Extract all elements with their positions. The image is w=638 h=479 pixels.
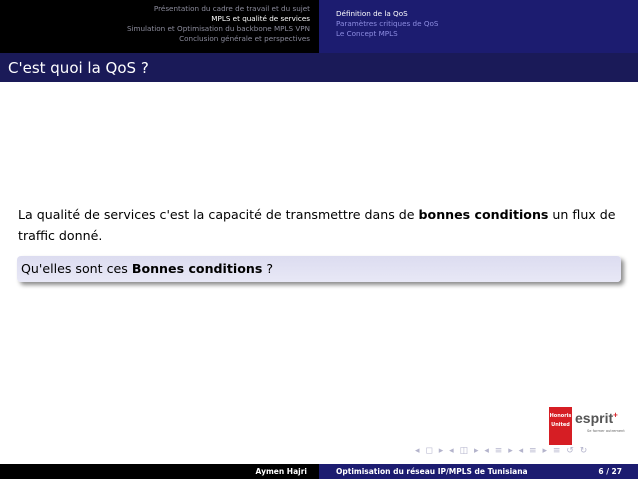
- nav-next-frame-icon[interactable]: ▸: [438, 446, 444, 456]
- subsection-navigation: [319, 0, 638, 53]
- footer-left: [0, 464, 319, 479]
- paragraph-text-end: un flux de traffic donné.: [18, 207, 616, 243]
- nav-section-mpls-qos[interactable]: MPLS et qualité de services: [211, 14, 310, 23]
- esprit-tagline: Se former autrement: [587, 429, 625, 433]
- question-block: [17, 256, 621, 282]
- question-suffix: ?: [262, 261, 274, 276]
- nav-section-presentation[interactable]: Présentation du cadre de travail et du sujet: [153, 4, 310, 13]
- nav-next-subsection-icon[interactable]: ▸: [473, 446, 479, 456]
- frame-title-bar: [0, 53, 638, 82]
- paragraph-text-start: La qualité de services c'est la capacité de transmettre dans de: [18, 207, 419, 222]
- nav-subsection-definition-qos[interactable]: Définition de la QoS: [336, 9, 408, 18]
- search-icon[interactable]: ≡: [552, 446, 561, 456]
- footer-right: [319, 464, 638, 479]
- nav-section-conclusion[interactable]: Conclusion générale et perspectives: [179, 34, 310, 43]
- back-icon[interactable]: ↺: [566, 446, 574, 456]
- esprit-wordmark: esprit+: [575, 410, 618, 426]
- question-bold-text: Bonnes conditions: [131, 261, 263, 276]
- document-icon[interactable]: ≡: [529, 446, 537, 456]
- nav-subsection-concept-mpls[interactable]: Le Concept MPLS: [336, 29, 398, 38]
- subsection-icon[interactable]: ◫: [459, 446, 469, 456]
- nav-prev-doc-icon[interactable]: ◂: [518, 446, 524, 456]
- header-bar: [0, 0, 638, 53]
- nav-next-doc-icon[interactable]: ▸: [542, 446, 547, 456]
- esprit-logo: [549, 407, 631, 445]
- frame-icon[interactable]: ◻: [425, 446, 433, 456]
- forward-icon[interactable]: ↻: [579, 446, 588, 456]
- section-icon[interactable]: ≡: [494, 446, 503, 456]
- page-number: 6 / 27: [598, 467, 622, 476]
- question-text: [21, 261, 273, 276]
- frame-title: C'est quoi la QoS ?: [8, 59, 149, 77]
- footer-author: Aymen Hajri: [255, 467, 307, 476]
- footer: [0, 464, 638, 479]
- footer-title: Optimisation du réseau IP/MPLS de Tunisiana: [336, 467, 528, 476]
- nav-prev-frame-icon[interactable]: ◂: [415, 446, 420, 456]
- nav-subsection-parametres-qos[interactable]: Paramètres critiques de QoS: [336, 19, 439, 28]
- nav-section-simulation[interactable]: Simulation et Optimisation du backbone MPLS VPN: [126, 24, 310, 33]
- section-navigation: [0, 4, 310, 44]
- nav-next-section-icon[interactable]: ▸: [508, 446, 513, 456]
- definition-paragraph: [18, 204, 623, 246]
- question-prefix: Qu'elles sont ces: [21, 261, 132, 276]
- nav-prev-subsection-icon[interactable]: ◂: [449, 446, 454, 456]
- beamer-navigation-symbols: [415, 446, 590, 460]
- honoris-badge: Honoris United: [549, 407, 572, 445]
- nav-prev-section-icon[interactable]: ◂: [484, 446, 489, 456]
- paragraph-bold-text: bonnes conditions: [418, 207, 549, 222]
